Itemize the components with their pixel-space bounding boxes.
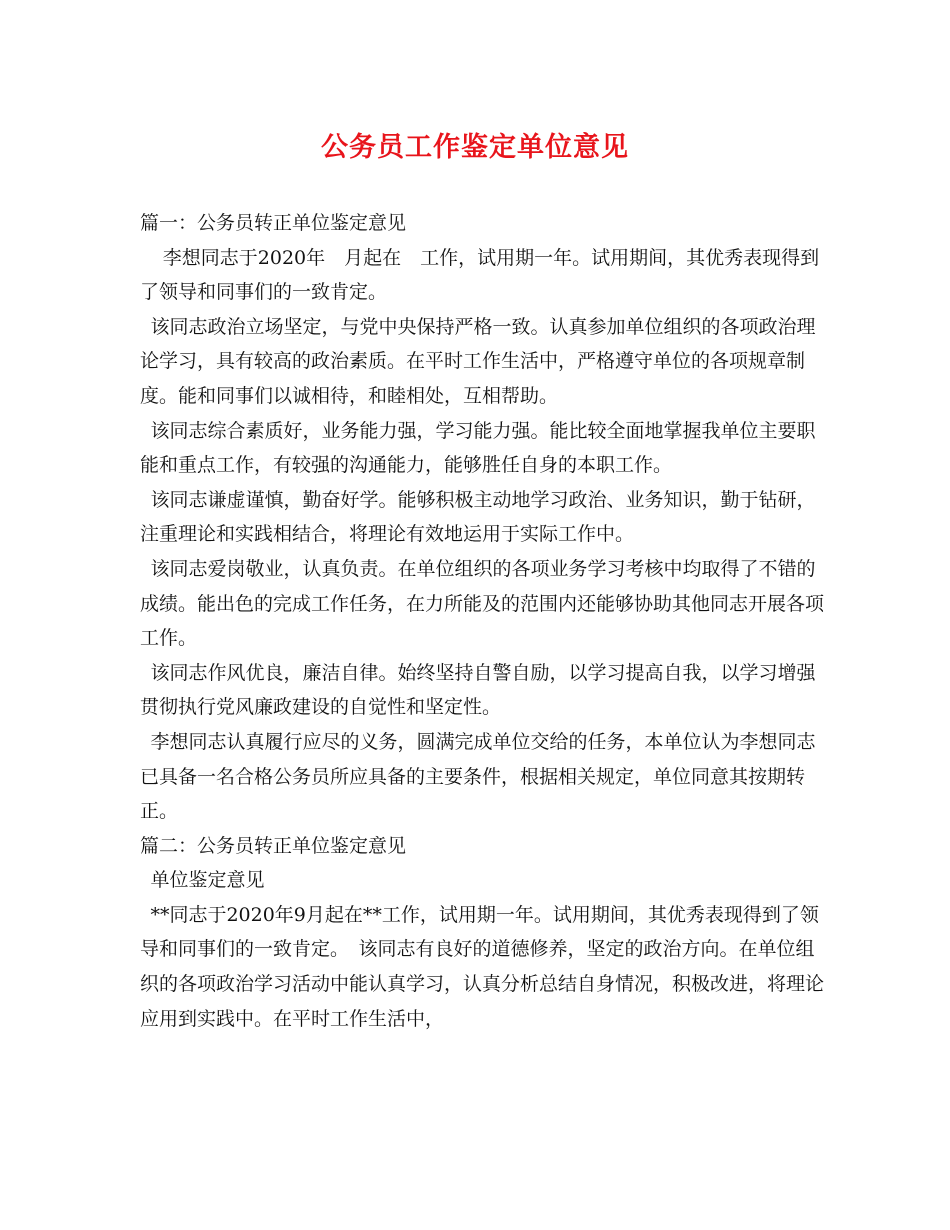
section-heading-1: 篇一：公务员转正单位鉴定意见	[140, 212, 407, 234]
paragraph-dedication: 该同志爱岗敬业，认真负责。在单位组织的各项业务学习考核中均取得了不错的成绩。能出色的完成工作任务，在力所能及的范围内还能够协助其他同志开展各项工作。	[140, 557, 825, 650]
document-body	[140, 206, 830, 1036]
section-heading-2: 篇二：公务员转正单位鉴定意见	[140, 834, 407, 857]
subsection-label: 单位鉴定意见	[150, 869, 265, 892]
paragraph-study: 该同志谦虚谨慎，勤奋好学。能够积极主动地学习政治、业务知识，勤于钻研，注重理论和实践相结合，将理论有效地运用于实际工作中。	[140, 488, 816, 546]
paragraph-political: 该同志政治立场坚定，与党中央保持严格一致。认真参加单位组织的各项政治理论学习，具有较高的政治素质。在平时工作生活中，严格遵守单位的各项规章制度。能和同事们以诚相待，和睦相处，互相帮助。	[140, 315, 816, 407]
paragraph-intro: 李想同志于2020年 月起在 工作，试用期一年。试用期间，其优秀表现得到了领导和同事们的一致肯定。	[140, 246, 820, 304]
paragraph-conclusion: 李想同志认真履行应尽的义务，圆满完成单位交给的任务，本单位认为李想同志已具备一名合格公务员所应具备的主要条件，根据相关规定，单位同意其按期转正。	[140, 730, 816, 823]
paragraph-second-intro: **同志于2020年9月起在**工作，试用期一年。试用期间，其优秀表现得到了领导和同事们的一致肯定。 该同志有良好的道德修养，坚定的政治方向。在单位组织的各项政治学习活动中能认真学习，认真分析总结自身情况，积极改进，将理论应用到实践中。在平时工作生活中，	[140, 903, 825, 1030]
document-title: 公务员工作鉴定单位意见	[321, 132, 629, 163]
paragraph-quality: 该同志综合素质好，业务能力强，学习能力强。能比较全面地掌握我单位主要职能和重点工作，有较强的沟通能力，能够胜任自身的本职工作。	[140, 419, 816, 477]
paragraph-integrity: 该同志作风优良，廉洁自律。始终坚持自警自励，以学习提高自我，以学习增强贯彻执行党风廉政建设的自觉性和坚定性。	[140, 661, 816, 719]
